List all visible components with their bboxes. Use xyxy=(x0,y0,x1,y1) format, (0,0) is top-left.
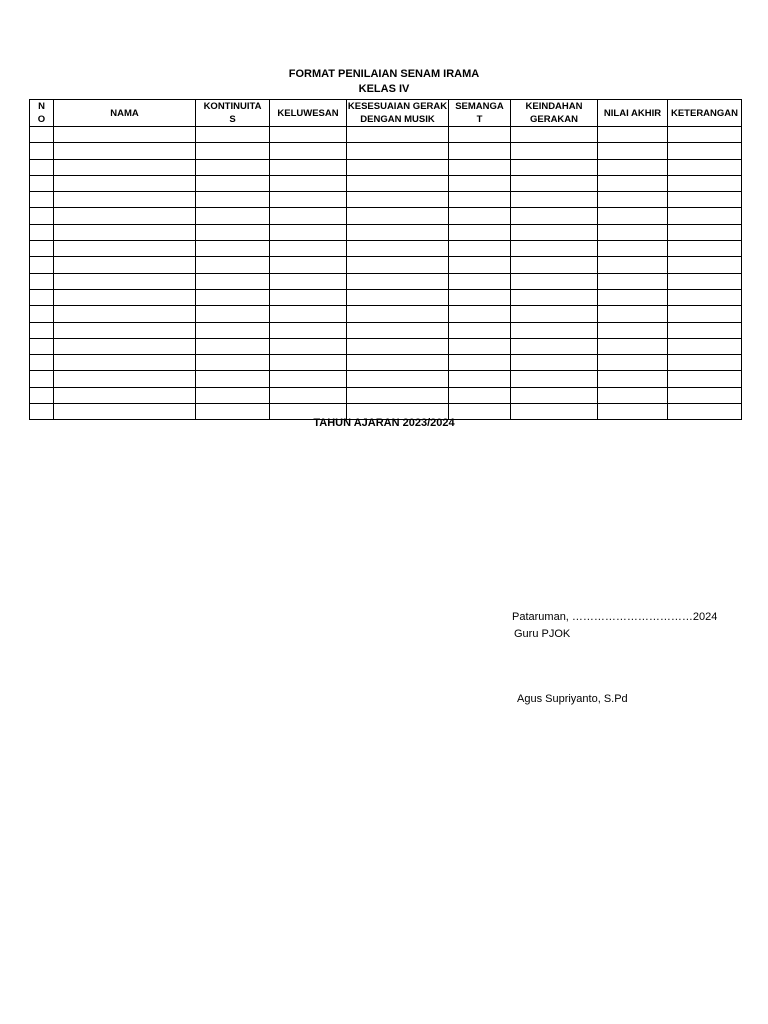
table-cell xyxy=(449,257,511,273)
table-cell xyxy=(449,355,511,371)
table-cell xyxy=(668,273,742,289)
table-row xyxy=(30,159,742,175)
table-cell xyxy=(270,127,347,143)
table-row xyxy=(30,273,742,289)
table-row xyxy=(30,143,742,159)
table-cell xyxy=(54,192,196,208)
table-cell xyxy=(347,387,449,403)
table-cell xyxy=(668,159,742,175)
table-cell xyxy=(668,387,742,403)
table-cell xyxy=(511,387,598,403)
table-cell xyxy=(668,289,742,305)
table-cell xyxy=(449,192,511,208)
table-cell xyxy=(598,273,668,289)
table-cell xyxy=(449,387,511,403)
signature-role: Guru PJOK xyxy=(514,628,571,640)
table-cell xyxy=(511,289,598,305)
table-cell xyxy=(196,289,270,305)
table-cell xyxy=(347,143,449,159)
table-cell xyxy=(449,289,511,305)
table-cell xyxy=(196,322,270,338)
table-cell xyxy=(270,143,347,159)
table-cell xyxy=(668,371,742,387)
table-cell xyxy=(270,289,347,305)
table-cell xyxy=(668,127,742,143)
table-cell xyxy=(54,127,196,143)
table-cell xyxy=(270,273,347,289)
table-cell xyxy=(598,355,668,371)
table-cell xyxy=(30,289,54,305)
table-cell xyxy=(196,338,270,354)
table-cell xyxy=(511,338,598,354)
table-cell xyxy=(196,387,270,403)
table-cell xyxy=(449,159,511,175)
table-cell xyxy=(668,143,742,159)
table-cell xyxy=(196,355,270,371)
table-cell xyxy=(668,175,742,191)
table-cell xyxy=(30,192,54,208)
table-cell xyxy=(270,338,347,354)
table-cell xyxy=(449,322,511,338)
table-cell xyxy=(30,159,54,175)
table-cell xyxy=(449,306,511,322)
table-cell xyxy=(347,208,449,224)
table-cell xyxy=(668,208,742,224)
table-cell xyxy=(347,338,449,354)
table-cell xyxy=(668,306,742,322)
table-header-row xyxy=(30,100,742,127)
table-cell xyxy=(30,224,54,240)
table-cell xyxy=(598,257,668,273)
table-cell xyxy=(54,355,196,371)
table-cell xyxy=(54,387,196,403)
table-cell xyxy=(347,175,449,191)
table-cell xyxy=(511,127,598,143)
table-cell xyxy=(598,371,668,387)
table-cell xyxy=(54,159,196,175)
column-header-no: N O xyxy=(30,100,54,127)
table-cell xyxy=(449,127,511,143)
table-cell xyxy=(598,175,668,191)
table-cell xyxy=(54,241,196,257)
table-cell xyxy=(196,306,270,322)
table-cell xyxy=(196,175,270,191)
table-cell xyxy=(449,241,511,257)
table-cell xyxy=(668,338,742,354)
table-cell xyxy=(270,322,347,338)
table-cell xyxy=(668,322,742,338)
table-cell xyxy=(511,355,598,371)
table-cell xyxy=(347,322,449,338)
table-cell xyxy=(511,224,598,240)
signature-place-date: Pataruman, ……………………………2024 xyxy=(512,611,718,623)
table-row xyxy=(30,127,742,143)
table-cell xyxy=(598,159,668,175)
column-header-kontinuitas: KONTINUITA S xyxy=(196,100,270,127)
table-cell xyxy=(30,241,54,257)
table-row xyxy=(30,192,742,208)
table-cell xyxy=(196,159,270,175)
table-cell xyxy=(598,289,668,305)
column-header-nama: NAMA xyxy=(54,100,196,127)
table-cell xyxy=(598,306,668,322)
table-cell xyxy=(347,273,449,289)
table-cell xyxy=(347,159,449,175)
table-cell xyxy=(449,175,511,191)
table-cell xyxy=(270,175,347,191)
table-cell xyxy=(30,371,54,387)
table-body xyxy=(30,127,742,420)
table-cell xyxy=(347,289,449,305)
table-cell xyxy=(347,257,449,273)
table-cell xyxy=(30,143,54,159)
table-row xyxy=(30,241,742,257)
table-cell xyxy=(30,175,54,191)
table-cell xyxy=(598,322,668,338)
table-cell xyxy=(270,306,347,322)
table-cell xyxy=(270,387,347,403)
table-cell xyxy=(511,175,598,191)
table-cell xyxy=(54,273,196,289)
table-cell xyxy=(270,355,347,371)
table-cell xyxy=(196,127,270,143)
table-cell xyxy=(598,192,668,208)
table-cell xyxy=(30,257,54,273)
table-cell xyxy=(54,143,196,159)
column-header-semangat: SEMANGA T xyxy=(449,100,511,127)
table-row xyxy=(30,355,742,371)
table-cell xyxy=(30,273,54,289)
document-title: FORMAT PENILAIAN SENAM IRAMA xyxy=(288,68,480,80)
table-cell xyxy=(30,127,54,143)
table-cell xyxy=(270,371,347,387)
table-row xyxy=(30,338,742,354)
table-cell xyxy=(347,306,449,322)
table-cell xyxy=(54,306,196,322)
table-row xyxy=(30,387,742,403)
table-cell xyxy=(196,371,270,387)
column-header-keindahan-gerakan: KEINDAHAN GERAKAN xyxy=(511,100,598,127)
table-cell xyxy=(196,192,270,208)
table-cell xyxy=(668,224,742,240)
table-cell xyxy=(668,355,742,371)
table-row xyxy=(30,208,742,224)
table-cell xyxy=(449,273,511,289)
table-cell xyxy=(54,175,196,191)
table-cell xyxy=(196,143,270,159)
table-cell xyxy=(449,338,511,354)
table-cell xyxy=(511,371,598,387)
table-cell xyxy=(511,273,598,289)
table-cell xyxy=(347,127,449,143)
column-header-keluwesan: KELUWESAN xyxy=(270,100,347,127)
table-cell xyxy=(598,338,668,354)
table-cell xyxy=(511,192,598,208)
table-cell xyxy=(30,355,54,371)
table-cell xyxy=(196,208,270,224)
table-cell xyxy=(30,208,54,224)
class-subtitle: KELAS IV xyxy=(358,83,410,95)
assessment-table xyxy=(29,99,742,420)
school-year: TAHUN AJARAN 2023/2024 xyxy=(313,417,455,429)
table-row xyxy=(30,371,742,387)
table-cell xyxy=(449,143,511,159)
table-cell xyxy=(598,387,668,403)
table-cell xyxy=(54,208,196,224)
table-cell xyxy=(30,387,54,403)
table-cell xyxy=(270,224,347,240)
table-cell xyxy=(196,224,270,240)
table-cell xyxy=(270,241,347,257)
table-row xyxy=(30,175,742,191)
table-cell xyxy=(511,306,598,322)
table-cell xyxy=(54,371,196,387)
table-cell xyxy=(270,208,347,224)
table-cell xyxy=(347,241,449,257)
table-cell xyxy=(270,159,347,175)
table-cell xyxy=(347,224,449,240)
column-header-kesesuaian-gerak: KESESUAIAN GERAK DENGAN MUSIK xyxy=(347,101,448,125)
table-row xyxy=(30,257,742,273)
table-cell xyxy=(449,371,511,387)
table-cell xyxy=(196,241,270,257)
column-header-nilai-akhir: NILAI AKHIR xyxy=(598,100,668,127)
table-cell xyxy=(54,289,196,305)
table-cell xyxy=(668,241,742,257)
table-cell xyxy=(30,338,54,354)
table-cell xyxy=(54,322,196,338)
table-cell xyxy=(511,159,598,175)
table-cell xyxy=(347,355,449,371)
table-row xyxy=(30,306,742,322)
table-cell xyxy=(511,143,598,159)
table-cell xyxy=(196,273,270,289)
table-cell xyxy=(347,192,449,208)
table-cell xyxy=(598,241,668,257)
signature-name: Agus Supriyanto, S.Pd xyxy=(517,693,628,705)
table-cell xyxy=(449,224,511,240)
table-cell xyxy=(30,322,54,338)
table-cell xyxy=(668,257,742,273)
table-row xyxy=(30,224,742,240)
table-cell xyxy=(511,241,598,257)
table-cell xyxy=(598,127,668,143)
table-cell xyxy=(668,192,742,208)
table-cell xyxy=(598,143,668,159)
table-cell xyxy=(54,338,196,354)
table-cell xyxy=(270,257,347,273)
table-cell xyxy=(598,208,668,224)
table-cell xyxy=(54,224,196,240)
table-cell xyxy=(347,371,449,387)
table-cell xyxy=(30,306,54,322)
table-cell xyxy=(270,192,347,208)
table-row xyxy=(30,289,742,305)
column-header-keterangan: KETERANGAN xyxy=(668,100,742,127)
table-row xyxy=(30,322,742,338)
table-cell xyxy=(511,322,598,338)
table-cell xyxy=(54,257,196,273)
table-cell xyxy=(598,224,668,240)
table-cell xyxy=(511,208,598,224)
table-cell xyxy=(511,257,598,273)
table-cell xyxy=(449,208,511,224)
table-cell xyxy=(196,257,270,273)
